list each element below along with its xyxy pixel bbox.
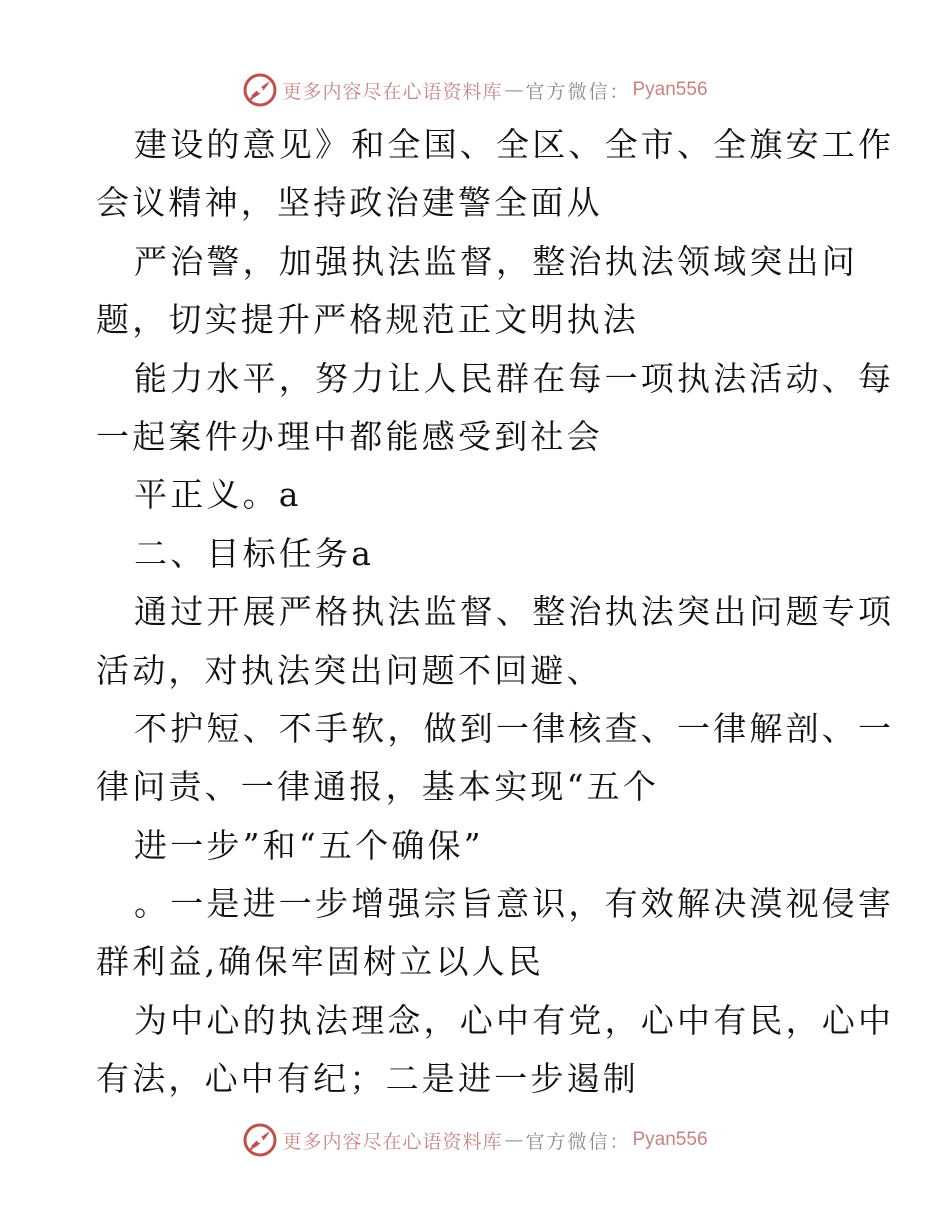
quill-logo-icon — [242, 1122, 278, 1158]
banner-text: 更多内容尽在心语资料库 — [282, 80, 503, 103]
body-line: 平正义。a — [134, 475, 302, 515]
footer-watermark-banner — [0, 1120, 950, 1160]
wechat-label: 官方微信： — [525, 80, 631, 103]
wechat-id: Pyan556 — [632, 79, 708, 100]
body-line: 能力水平，努力让人民群在每一项执法活动、每 — [134, 358, 895, 398]
body-line: 严治警，加强执法监督，整治执法领域突出问 — [134, 241, 858, 281]
banner-text: 更多内容尽在心语资料库 — [282, 1130, 503, 1153]
body-line: 活动，对执法突出问题不回避、 — [96, 650, 603, 690]
quill-logo-icon — [242, 72, 278, 108]
body-line: 通过开展严格执法监督、整治执法突出问题专项 — [134, 592, 895, 632]
body-line: 。一是进一步增强宗旨意识，有效解决漠视侵害 — [134, 884, 895, 924]
body-line: 会议精神，坚持政治建警全面从 — [96, 183, 603, 223]
body-line: 群利益,确保牢固树立以人民 — [96, 942, 545, 982]
body-line: 为中心的执法理念，心中有党，心中有民，心中 — [134, 1000, 895, 1040]
body-line: 一起案件办理中都能感受到社会 — [96, 416, 603, 456]
body-line: 进一步”和“五个确保” — [134, 825, 484, 865]
section-heading: 二、目标任务a — [134, 533, 375, 573]
banner-dash: — — [504, 79, 524, 101]
wechat-id: Pyan556 — [632, 1129, 708, 1150]
wechat-label: 官方微信： — [525, 1130, 631, 1153]
document-body — [96, 116, 895, 1109]
body-line: 题，切实提升严格规范正文明执法 — [96, 300, 639, 340]
body-line: 有法，心中有纪；二是进一步遏制 — [96, 1059, 639, 1099]
header-watermark-banner — [0, 70, 950, 110]
banner-dash: — — [504, 1129, 524, 1151]
body-line: 建设的意见》和全国、全区、全市、全旗安工作 — [134, 125, 895, 164]
body-line: 不护短、不手软，做到一律核查、一律解剖、一 — [134, 708, 895, 748]
body-line: 律问责、一律通报，基本实现“五个 — [96, 767, 660, 807]
